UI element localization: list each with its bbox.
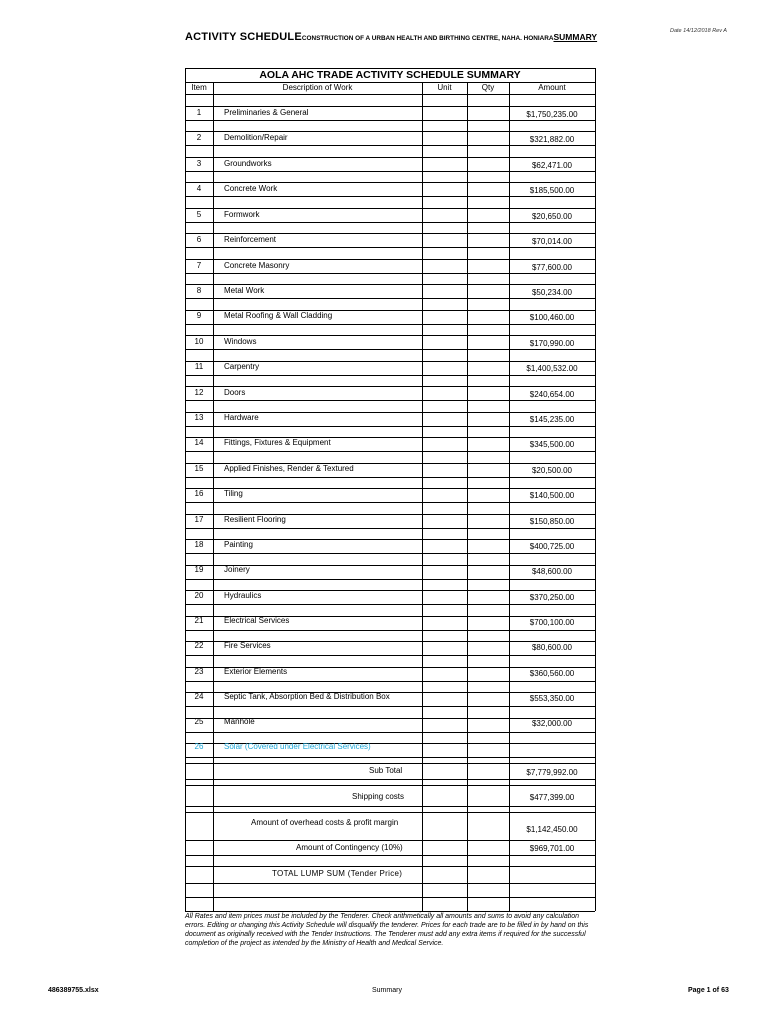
row-item-number: 13 (194, 413, 204, 422)
row-item-number: 14 (194, 438, 204, 447)
overhead-amount: $1,142,450.00 (526, 825, 578, 834)
row-description: Joinery (224, 565, 250, 574)
table-hline (185, 400, 595, 401)
row-item-number: 1 (196, 108, 202, 117)
footer-file: 486389755.xlsx (48, 987, 99, 994)
table-hline (185, 579, 595, 580)
row-amount: $400,725.00 (529, 542, 575, 551)
row-item-number: 20 (194, 591, 204, 600)
table-hline (185, 247, 595, 248)
table-hline (185, 553, 595, 554)
row-amount: $370,250.00 (529, 593, 575, 602)
row-description: Exterior Elements (224, 667, 288, 676)
table-hline (185, 866, 595, 867)
table-hline (185, 655, 595, 656)
table-hline (185, 196, 595, 197)
row-amount: $553,350.00 (529, 694, 575, 703)
row-amount: $20,500.00 (531, 466, 573, 475)
header-date: Date 14/12/2018 Rev A (670, 28, 727, 34)
table-hline (185, 349, 595, 350)
row-description: Reinforcement (224, 235, 277, 244)
row-item-number: 18 (194, 540, 204, 549)
row-description: Formwork (224, 210, 260, 219)
row-item-number: 8 (196, 286, 202, 295)
table-hline (185, 630, 595, 631)
row-amount: $32,000.00 (531, 719, 573, 728)
row-description: Tiling (224, 489, 243, 498)
table-hline (185, 335, 595, 336)
table-hline (185, 806, 595, 807)
row-amount: $1,400,532.00 (526, 364, 578, 373)
row-amount: $50,234.00 (531, 288, 573, 297)
row-item-number: 23 (194, 667, 204, 676)
col-header-amount: Amount (538, 83, 566, 92)
row-description: Concrete Masonry (224, 261, 290, 270)
table-hline (185, 706, 595, 707)
row-description: Hardware (224, 413, 259, 422)
table-hline (185, 171, 595, 172)
row-description: Metal Roofing & Wall Cladding (224, 311, 333, 320)
table-hline (185, 208, 595, 209)
table-hline (185, 145, 595, 146)
table-hline (185, 883, 595, 884)
row-amount: $360,560.00 (529, 669, 575, 678)
row-amount: $240,654.00 (529, 390, 575, 399)
row-amount: $345,500.00 (529, 440, 575, 449)
row-description: Doors (224, 388, 246, 397)
row-item-number: 3 (196, 159, 202, 168)
table-hline (185, 451, 595, 452)
table-vline (467, 82, 468, 911)
table-hline (185, 157, 595, 158)
table-hline (185, 681, 595, 682)
table-hline (185, 106, 595, 107)
row-item-number: 11 (194, 362, 204, 371)
row-item-number: 2 (196, 133, 202, 142)
table-hline (185, 298, 595, 299)
table-hline (185, 131, 595, 132)
row-description: Painting (224, 540, 253, 549)
row-description: Windows (224, 337, 257, 346)
row-amount: $321,882.00 (529, 135, 575, 144)
row-description: Electrical Services (224, 616, 290, 625)
row-item-number: 16 (194, 489, 204, 498)
table-hline (185, 855, 595, 856)
table-hline (185, 120, 595, 121)
row-description: Manhole (224, 717, 255, 726)
subtotal-label: Sub Total (369, 766, 403, 775)
contingency-label: Amount of Contingency (10%) (296, 843, 403, 852)
table-hline (185, 324, 595, 325)
table-hline (185, 233, 595, 234)
row-description: Septic Tank, Absorption Bed & Distribution Box (224, 692, 390, 701)
row-amount: $140,500.00 (529, 491, 575, 500)
col-header-qty: Qty (481, 83, 495, 92)
table-hline (185, 763, 595, 764)
table-hline (185, 604, 595, 605)
row-item-number: 22 (194, 641, 204, 650)
row-amount: $185,500.00 (529, 186, 575, 195)
table-hline (185, 502, 595, 503)
row-item-number: 17 (194, 515, 204, 524)
col-header-unit: Unit (437, 83, 452, 92)
table-vline (595, 68, 596, 911)
table-hline (185, 386, 595, 387)
row-amount: $48,600.00 (531, 567, 573, 576)
col-header-item: Item (191, 83, 207, 92)
row-description: Hydraulics (224, 591, 262, 600)
row-amount: $77,600.00 (531, 263, 573, 272)
row-amount: $700,100.00 (529, 618, 575, 627)
row-amount: $150,850.00 (529, 517, 575, 526)
row-item-number: 25 (194, 717, 204, 726)
row-description: Solar (Covered under Electrical Services) (224, 742, 371, 751)
table-hline (185, 426, 595, 427)
row-description: Carpentry (224, 362, 260, 371)
table-hline (185, 273, 595, 274)
table-hline (185, 732, 595, 733)
table-hline (185, 812, 595, 813)
header-sheet: SUMMARY (553, 32, 598, 42)
header-title: ACTIVITY SCHEDULE (185, 31, 302, 43)
col-header-description: Description of Work (282, 83, 353, 92)
row-item-number: 10 (194, 337, 204, 346)
table-hline (185, 284, 595, 285)
row-description: Applied Finishes, Render & Textured (224, 464, 354, 473)
row-amount: $80,600.00 (531, 643, 573, 652)
table-hline (185, 840, 595, 841)
row-item-number: 5 (196, 210, 202, 219)
row-item-number: 7 (196, 261, 202, 270)
footer-page: Page 1 of 63 (688, 987, 729, 994)
row-amount: $62,471.00 (531, 161, 573, 170)
table-title (185, 69, 595, 81)
table-hline (185, 897, 595, 898)
shipping-amount: $477,399.00 (529, 793, 575, 802)
row-item-number: 4 (196, 184, 202, 193)
subtotal-amount: $7,779,992.00 (526, 768, 578, 777)
shipping-label: Shipping costs (352, 792, 405, 801)
row-description: Preliminaries & General (224, 108, 309, 117)
total-label: TOTAL LUMP SUM (Tender Price) (272, 869, 403, 878)
row-description: Metal Work (224, 286, 265, 295)
row-amount: $100,460.00 (529, 313, 575, 322)
row-item-number: 21 (194, 616, 204, 625)
row-item-number: 26 (194, 742, 204, 751)
contingency-amount: $969,701.00 (529, 844, 575, 853)
table-hline (185, 222, 595, 223)
row-item-number: 12 (194, 388, 204, 397)
row-description: Groundworks (224, 159, 272, 168)
table-hline (185, 528, 595, 529)
table-vline (422, 82, 423, 911)
row-description: Demolition/Repair (224, 133, 288, 142)
row-amount: $20,650.00 (531, 212, 573, 221)
row-amount: $145,235.00 (529, 415, 575, 424)
table-title-text: AOLA AHC TRADE ACTIVITY SCHEDULE SUMMARY (259, 69, 521, 81)
table-hline (185, 477, 595, 478)
table-vline (213, 82, 214, 911)
row-item-number: 6 (196, 235, 202, 244)
table-hline (185, 785, 595, 786)
table-hline (185, 375, 595, 376)
row-item-number: 15 (194, 464, 204, 473)
table-hline (185, 182, 595, 183)
table-hline (185, 259, 595, 260)
document-header (185, 27, 597, 45)
row-description: Fittings, Fixtures & Equipment (224, 438, 331, 447)
table-hline (185, 779, 595, 780)
row-amount: $1,750,235.00 (526, 110, 578, 119)
row-amount: $70,014.00 (531, 237, 573, 246)
row-item-number: 19 (194, 565, 204, 574)
row-item-number: 9 (196, 311, 202, 320)
tender-note: All Rates and item prices must be included by the Tenderer. Check arithmetically all amounts and sums to avoid any calculation errors. Editing or changing this Activity Schedule will disqualify the tenderer. Prices for each trade are to be filled in by hand on this document as originally received with the Tender Instructions. The Tenderer must add any extra items if required for the successful completion of the project as intended by the Ministry of Health and Medical Service. (185, 913, 589, 947)
row-description: Resilient Flooring (224, 515, 286, 524)
header-project: CONSTRUCTION OF A URBAN HEALTH AND BIRTHING CENTRE, NAHA. HONIARA (301, 35, 554, 42)
row-description: Fire Services (224, 641, 271, 650)
table-hline (185, 488, 595, 489)
row-amount: $170,990.00 (529, 339, 575, 348)
footer-sheet: Summary (372, 987, 402, 994)
row-item-number: 24 (194, 692, 204, 701)
row-description: Concrete Work (224, 184, 278, 193)
table-hline (185, 94, 595, 95)
table-hline (185, 757, 595, 758)
overhead-label: Amount of overhead costs & profit margin (251, 818, 399, 827)
